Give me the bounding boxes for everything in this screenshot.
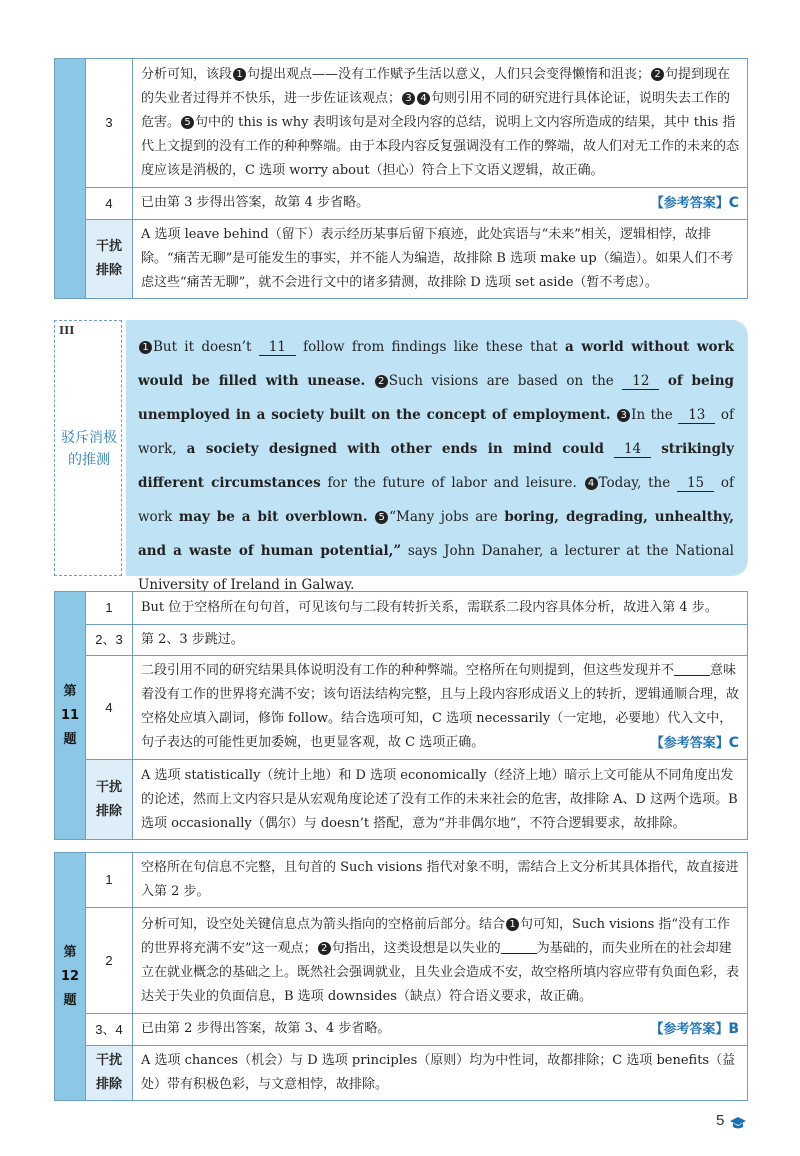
blank-line <box>501 939 537 954</box>
blank-14: 14 <box>614 441 651 458</box>
section-label: 驳斥消极的推测 <box>61 430 117 468</box>
q10-analysis-table <box>54 58 748 299</box>
q11-step-4: 4 <box>86 656 133 760</box>
circled-3: 3 <box>402 92 415 105</box>
circled-1: 1 <box>506 918 519 931</box>
answer-badge: 【参考答案】C <box>650 735 739 751</box>
circled-4: 4 <box>417 92 430 105</box>
q12-step-3-4-text: 已由第 2 步得出答案，故第 3、4 步省略。 【参考答案】B <box>133 1014 748 1046</box>
distractor-label: 干扰 排除 <box>86 220 133 299</box>
q11-step-1-text: But 位于空格所在句句首，可见该句与二段有转折关系，需联系二段内容具体分析，故进入第 4 步。 <box>133 592 748 625</box>
circled-5: 5 <box>181 116 194 129</box>
page-number: 5 <box>716 1112 725 1129</box>
step-3-text: 分析可知，该段 1 句提出观点——没有工作赋予生活以意义，人们只会变得懒惰和沮丧； 2 句提到现在的失业者过得并不快乐，进一步佐证该观点； 3 4 句则引用不同的研究进行具体论证，说明失去工作的危害。 5 句中的 this is why 表明该句是对全段内容的总结，说明上文内容所造成的结果，其中 this 指代上文提到的没有工作的种种弊端。由于本段内容反复强调没有工作的弊端，故人们对无工作的未来的态度应该是消极的，C 选项 worry about（担心）符合上下文语义逻辑，故正确。 <box>133 59 748 188</box>
roman-numeral: III <box>59 324 75 337</box>
blank-11: 11 <box>259 339 296 356</box>
q11-step-2-3: 2、3 <box>86 625 133 656</box>
circled-2: 2 <box>318 942 331 955</box>
side-bar <box>55 59 86 299</box>
blank-12: 12 <box>622 373 659 390</box>
q11-step-1: 1 <box>86 592 133 625</box>
step-4: 4 <box>86 188 133 220</box>
q12-step-3-4: 3、4 <box>86 1014 133 1046</box>
q12-step-2: 2 <box>86 908 133 1014</box>
circled-2: 2 <box>375 375 388 388</box>
passage-panel <box>126 320 748 593</box>
step-4-text: 已由第 3 步得出答案，故第 4 步省略。 【参考答案】C <box>133 188 748 220</box>
q11-step-2-3-text: 第 2、3 步跳过。 <box>133 625 748 656</box>
q12-distractor-text: A 选项 chances（机会）与 D 选项 principles（原则）均为中性词，故都排除；C 选项 benefits（益处）带有积极色彩，与文意相悖，故排除。 <box>133 1046 748 1101</box>
graduation-cap-icon <box>729 1116 747 1130</box>
blank-13: 13 <box>678 407 715 424</box>
blank-line <box>674 661 710 676</box>
answer-badge: 【参考答案】B <box>650 1021 739 1037</box>
q11-analysis-table <box>54 591 748 840</box>
circled-1: 1 <box>233 68 246 81</box>
q12-step-2-text: 分析可知，设空处关键信息点为箭头指向的空格前后部分。结合 1 句可知，Such visions 指“没有工作的世界将充满不安”这一观点； 2 句指出，这类设想是以失业的 为基础的，而失业所在的社会却建立在就业概念的基础之上。既然社会强调就业，且失业会造成不安，故空格所填内容应带有负面色彩，表达关于失业的负面信息，B 选项 downsides（缺点）符合语义要求，故正确。 <box>133 908 748 1014</box>
section-label-box <box>54 320 122 576</box>
circled-3: 3 <box>617 409 630 422</box>
distractor-label: 干扰 排除 <box>86 760 133 840</box>
q12-side-label: 第 12 题 <box>55 853 86 1101</box>
q12-analysis-table <box>54 852 748 1101</box>
distractor-label: 干扰 排除 <box>86 1046 133 1101</box>
circled-1: 1 <box>139 341 152 354</box>
q12-step-1: 1 <box>86 853 133 908</box>
passage-text: 1 But it doesn’t 11 follow from findings like these that a world without work would be filled with unease. 2 Such visions are based on the 12 of being unemployed in a society built on the concept of employment. 3 In the 13 of work, a society designed with other ends in mind could 14 strikingly different circumstances for the future of labor and leisure. 4 Today, the 15 of work may be a bit overblown. 5 “Many jobs are boring, degrading, unhealthy, and a waste of human potential,” says John Danaher, a lecturer at the National University of Ireland in Galway. <box>138 339 735 593</box>
circled-4: 4 <box>585 477 598 490</box>
q11-distractor-text: A 选项 statistically（统计上地）和 D 选项 economically（经济上地）暗示上文可能从不同角度出发的论述，然而上文内容只是从宏观角度论述了没有工作的未来社会的危害，故排除 A、D 这两个选项。B 选项 occasionally（偶尔）与 doesn’t 搭配，意为“并非偶尔地”，不符合逻辑要求，故排除。 <box>133 760 748 840</box>
circled-2: 2 <box>651 68 664 81</box>
section-3-passage <box>54 320 748 593</box>
q11-side-label: 第 11 题 <box>55 592 86 840</box>
q12-step-1-text: 空格所在句信息不完整，且句首的 Such visions 指代对象不明，需结合上文分析其具体指代，故直接进入第 2 步。 <box>133 853 748 908</box>
step-3: 3 <box>86 59 133 188</box>
q11-step-4-text: 二段引用不同的研究结果具体说明没有工作的种种弊端。空格所在句则提到，但这些发现并不 意味着没有工作的世界将充满不安；该句语法结构完整，且与上段内容形成语义上的转折，逻辑通顺合理，故空格处应填入副词，修饰 follow。结合选项可知，C 选项 necessarily（一定地，必要地）代入文中，句子表达的可能性更加委婉，也更显客观，故 C 选项正确。 【参考答案】C <box>133 656 748 760</box>
blank-15: 15 <box>677 475 714 492</box>
answer-badge: 【参考答案】C <box>650 195 739 211</box>
distractor-text: A 选项 leave behind（留下）表示经历某事后留下痕迹，此处宾语与“未来”相关，逻辑相悖，故排除。“痛苦无聊”是可能发生的事实，并不能人为编造，故排除 B 选项 make up（编造）。如果人们不考虑这些“痛苦无聊”，就不会进行文中的诸多猜测，故排除 D 选项 set aside（暂不考虑）。 <box>133 220 748 299</box>
circled-5: 5 <box>375 511 388 524</box>
